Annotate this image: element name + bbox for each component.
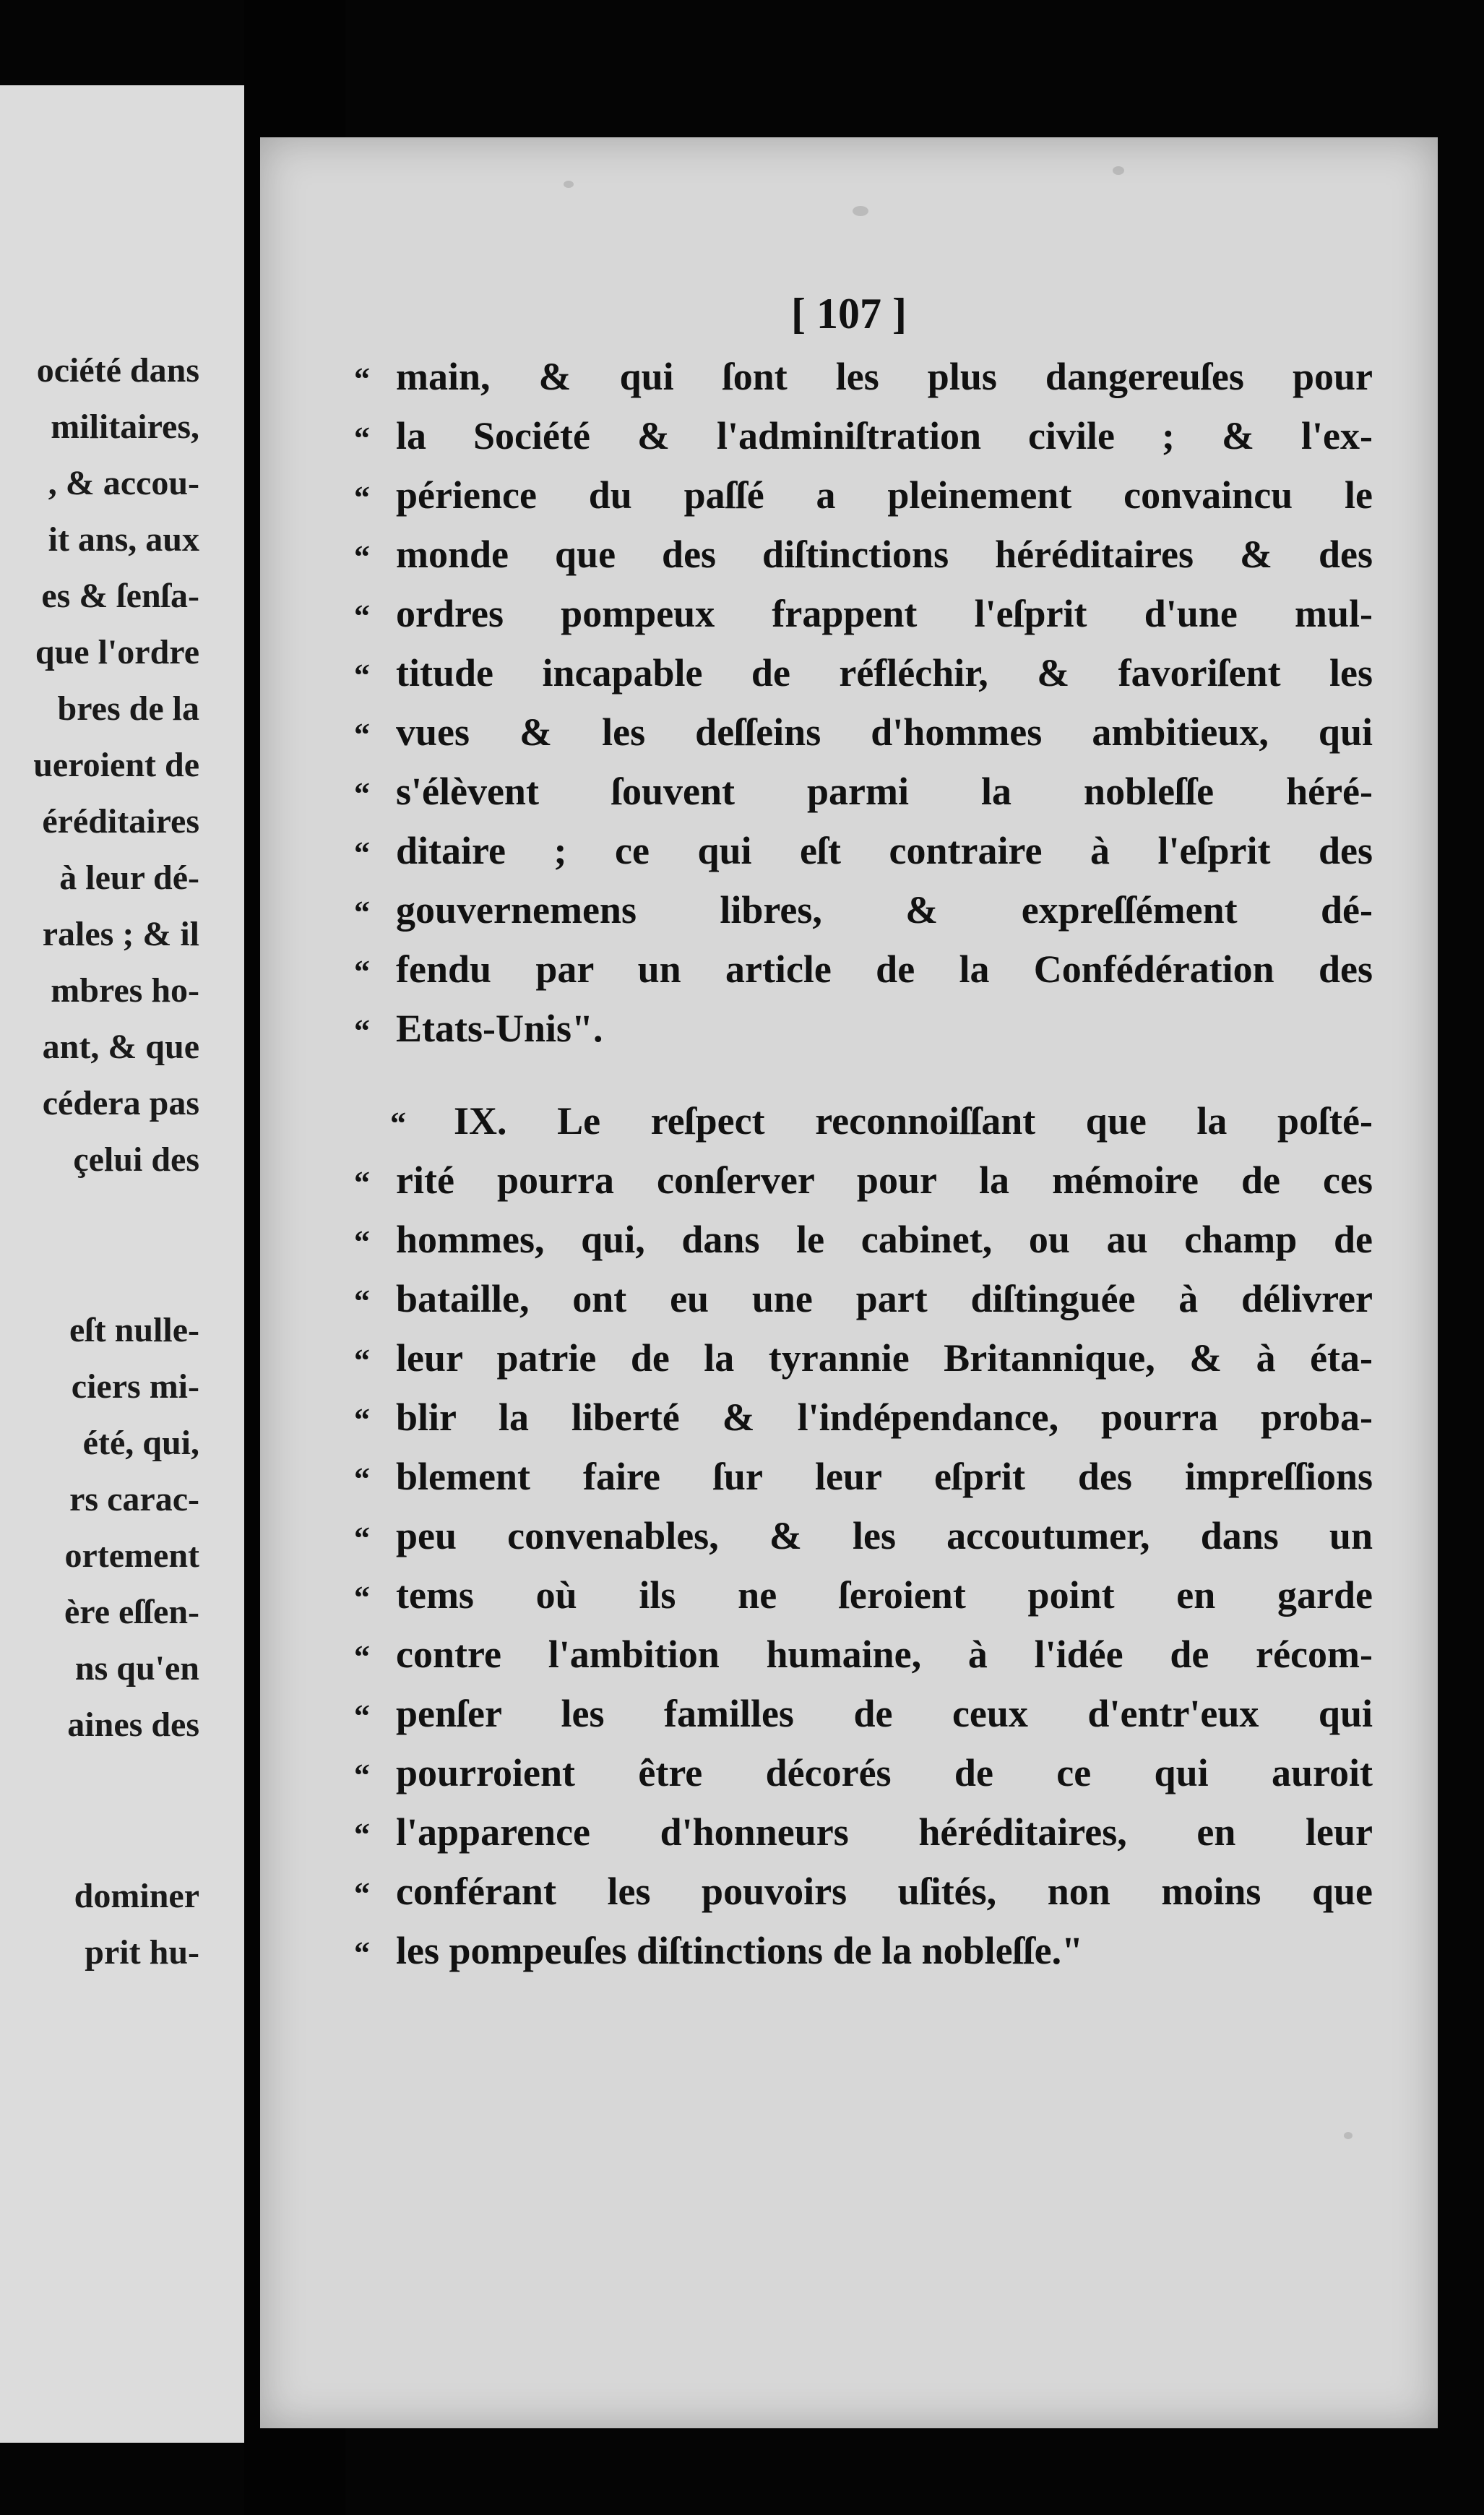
left-text-fragment: çelui des <box>73 1140 199 1179</box>
text-line: “ penſer les familles de ceux d'entr'eux qui <box>354 1692 1373 1735</box>
left-text-fragment: ns qu'en <box>74 1649 199 1688</box>
paper-speck <box>1113 166 1124 175</box>
text-line: “ Etats-Unis". <box>354 1007 603 1050</box>
left-text-fragment: rales ; & il <box>42 915 199 953</box>
paper-speck <box>564 181 574 188</box>
quote-mark: “ <box>354 598 370 634</box>
left-text-fragment: eſt nulle- <box>69 1311 199 1349</box>
quote-mark: “ <box>354 1402 370 1437</box>
text-line: “ hommes, qui, dans le cabinet, ou au champ de <box>354 1218 1373 1261</box>
quote-mark: “ <box>354 895 370 930</box>
text-line: “ contre l'ambition humaine, à l'idée de récom- <box>354 1633 1373 1676</box>
text-line: “ l'apparence d'honneurs héréditaires, en leur <box>354 1810 1373 1854</box>
text-line: “ leur patrie de la tyrannie Britannique, & à éta- <box>354 1336 1373 1380</box>
text-line: “ titude incapable de réfléchir, & favoriſent les <box>354 651 1373 695</box>
left-text-fragment: bres de la <box>57 689 199 728</box>
text-line: “ pourroient être décorés de ce qui auroit <box>354 1751 1373 1794</box>
quote-mark: “ <box>354 776 370 812</box>
quote-mark: “ <box>354 421 370 456</box>
quote-mark: “ <box>354 1521 370 1556</box>
text-line: “ monde que des diſtinctions héréditaires & des <box>354 533 1373 576</box>
left-text-fragment: que l'ordre <box>35 633 199 671</box>
quote-mark: “ <box>354 1165 370 1200</box>
text-line: “ fendu par un article de la Confédération des <box>354 947 1373 991</box>
left-text-fragment: ueroient de <box>33 746 199 784</box>
left-text-fragment: cédera pas <box>42 1084 199 1122</box>
text-line: “ ditaire ; ce qui eſt contraire à l'eſprit des <box>354 829 1373 872</box>
quote-mark: “ <box>354 361 370 397</box>
left-page-fragment <box>0 85 244 2443</box>
main-page <box>260 137 1438 2428</box>
left-text-fragment: à leur dé- <box>59 859 199 897</box>
quote-mark: “ <box>354 480 370 515</box>
quote-mark: “ <box>354 658 370 693</box>
quote-mark: “ <box>390 1106 406 1141</box>
quote-mark: “ <box>354 1224 370 1260</box>
quote-mark: “ <box>354 1698 370 1734</box>
left-text-fragment: rs carac- <box>69 1480 199 1518</box>
text-line: “ IX. Le reſpect reconnoiſſant que la poſté- <box>354 1099 1373 1156</box>
quote-mark: “ <box>354 1580 370 1615</box>
quote-mark: “ <box>354 539 370 575</box>
quote-mark: “ <box>354 1639 370 1674</box>
quote-mark: “ <box>354 835 370 871</box>
text-line: “ ordres pompeux frappent l'eſprit d'une mul- <box>354 592 1373 635</box>
left-text-fragment: dominer <box>74 1877 199 1915</box>
text-line: “ bataille, ont eu une part diſtinguée à délivrer <box>354 1277 1373 1320</box>
text-line: “ main, & qui ſont les plus dangereuſes pour <box>354 355 1373 398</box>
text-line: “ peu convenables, & les accoutumer, dans un <box>354 1514 1373 1557</box>
text-line: “ tems où ils ne ſeroient point en garde <box>354 1573 1373 1617</box>
left-text-fragment: , & accou- <box>48 464 199 502</box>
text-line: “ rité pourra conſerver pour la mémoire de ces <box>354 1158 1373 1202</box>
quote-mark: “ <box>354 1876 370 1912</box>
quote-mark: “ <box>354 1935 370 1971</box>
page-number: [ 107 ] <box>791 290 907 338</box>
left-text-fragment: éréditaires <box>42 802 199 841</box>
left-text-fragment: ortement <box>64 1536 199 1575</box>
quote-mark: “ <box>354 1343 370 1378</box>
left-text-fragment: mbres ho- <box>51 971 199 1010</box>
text-line: “ vues & les deſſeins d'hommes ambitieux, qui <box>354 710 1373 754</box>
left-text-fragment: militaires, <box>51 408 199 446</box>
quote-mark: “ <box>354 1013 370 1049</box>
quote-mark: “ <box>354 1461 370 1497</box>
left-text-fragment: ant, & que <box>42 1028 199 1066</box>
left-text-fragment: ère eſſen- <box>64 1593 199 1631</box>
left-text-fragment: prit hu- <box>85 1933 199 1972</box>
quote-mark: “ <box>354 954 370 989</box>
text-line: “ blement faire ſur leur eſprit des impreſſions <box>354 1455 1373 1498</box>
left-text-fragment: it ans, aux <box>48 520 199 559</box>
text-line: “ blir la liberté & l'indépendance, pourra proba- <box>354 1396 1373 1439</box>
left-text-fragment: été, qui, <box>82 1424 199 1462</box>
text-line: “ s'élèvent ſouvent parmi la nobleſſe héré- <box>354 770 1373 813</box>
left-text-fragment: es & ſenſa- <box>41 577 199 615</box>
text-line: “ gouvernemens libres, & expreſſément dé- <box>354 888 1373 932</box>
paper-speck <box>1344 2132 1353 2139</box>
left-text-fragment: ociété dans <box>36 351 199 390</box>
left-text-fragment: aines des <box>67 1706 199 1744</box>
text-line: “ conférant les pouvoirs uſités, non moins que <box>354 1870 1373 1913</box>
quote-mark: “ <box>354 717 370 752</box>
text-line: “ la Société & l'adminiſtration civile ; & l'ex- <box>354 414 1373 457</box>
paper-speck <box>853 206 868 216</box>
quote-mark: “ <box>354 1284 370 1319</box>
quote-mark: “ <box>354 1758 370 1793</box>
text-line: “ les pompeuſes diſtinctions de la nobleſſe." <box>354 1929 1084 1972</box>
quote-mark: “ <box>354 1817 370 1852</box>
text-line: “ périence du paſſé a pleinement convaincu le <box>354 473 1373 517</box>
left-text-fragment: ciers mi- <box>71 1367 199 1406</box>
